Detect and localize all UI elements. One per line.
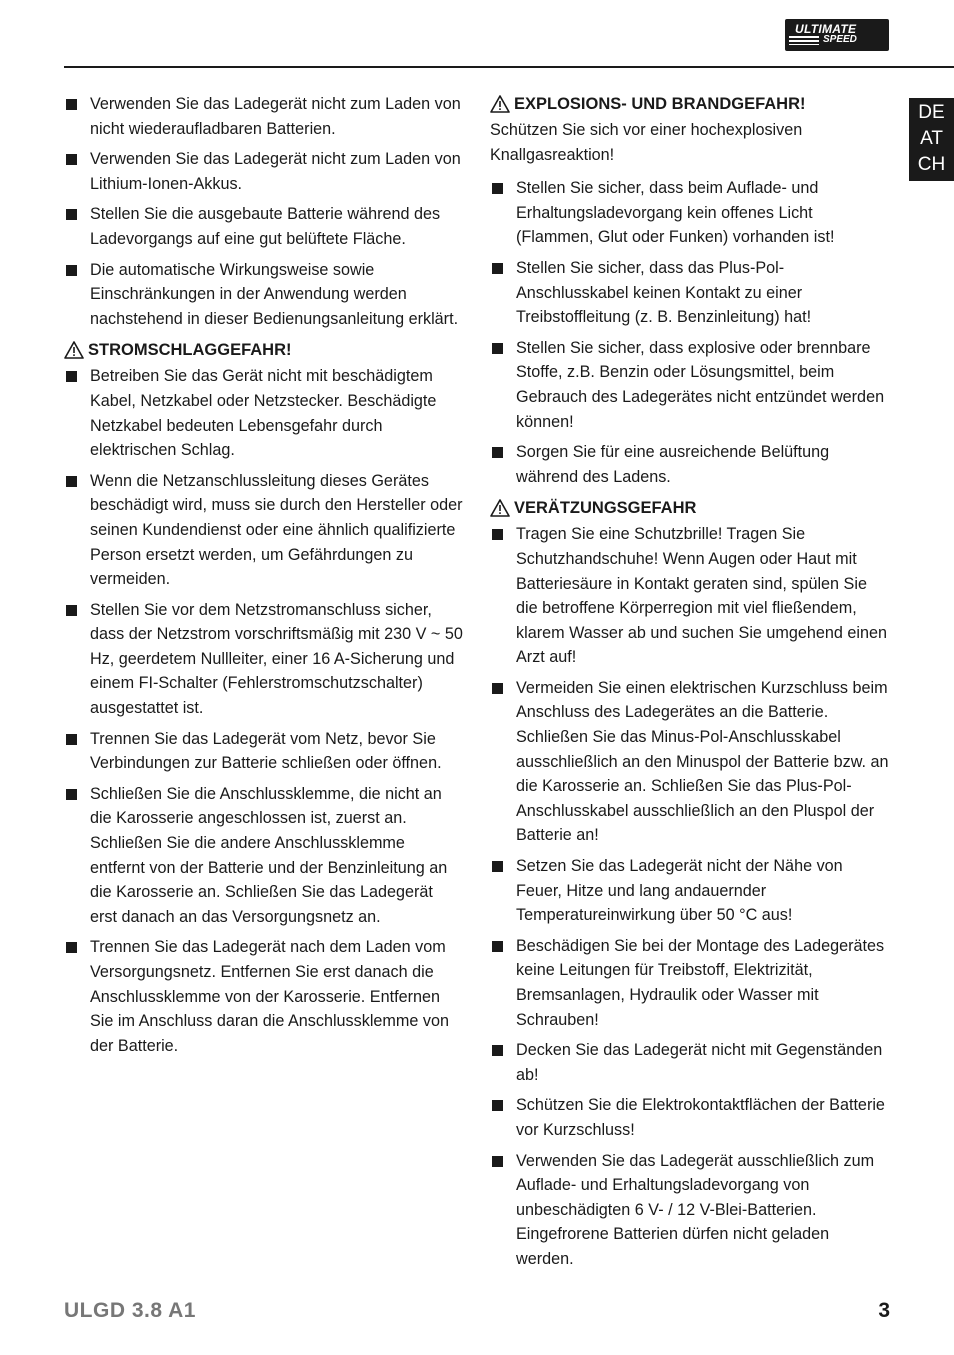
section-heading-explosion: EXPLOSIONS- UND BRANDGEFAHR! — [490, 92, 890, 116]
bullet-square — [66, 476, 77, 487]
bullet-square — [492, 1156, 503, 1167]
list-item: Stellen Sie sicher, dass beim Auflade- und Erhaltungsladevorgang kein offenes Licht (Flammen, Glut oder Funken) vorhanden ist! — [490, 176, 890, 250]
warning-triangle-icon — [490, 499, 510, 517]
bullet-square — [66, 734, 77, 745]
right-column — [490, 92, 890, 1278]
list-item: Beschädigen Sie bei der Montage des Ladegerätes keine Leitungen für Treibstoff, Elektrizität, Bremsanlagen, Hydraulik oder Wasser mit Schrauben! — [490, 934, 890, 1032]
bullet-square — [492, 529, 503, 540]
header-divider — [64, 66, 954, 68]
list-item: Trennen Sie das Ladegerät nach dem Laden vom Versorgungsnetz. Entfernen Sie erst danach die Anschlussklemme von der Karosserie. Entfernen Sie im Anschluss daran die Anschlussklemme von der Batterie. — [64, 935, 464, 1058]
list-item: Vermeiden Sie einen elektrischen Kurzschluss beim Anschluss des Ladegerätes an die Batterie. Schließen Sie das Minus-Pol-Anschlusskabel ausschließlich an den Minuspol der Batterie bzw. an die Karosserie an. Schließen Sie das Plus-Pol-Anschlusskabel ausschließlich an den Pluspol der Batterie an! — [490, 676, 890, 848]
list-item: Stellen Sie sicher, dass explosive oder brennbare Stoffe, z.B. Benzin oder Lösungsmittel, beim Gebrauch des Ladegerätes nicht entzündet werden können! — [490, 336, 890, 434]
list-item: Decken Sie das Ladegerät nicht mit Gegenständen ab! — [490, 1038, 890, 1087]
bullet-square — [66, 789, 77, 800]
section-heading-electric-shock: STROMSCHLAGGEFAHR! — [64, 338, 464, 362]
list-item: Die automatische Wirkungsweise sowie Einschränkungen in der Anwendung werden nachstehend in dieser Bedienungsanleitung erklärt. — [64, 258, 464, 332]
list-item: Tragen Sie eine Schutzbrille! Tragen Sie Schutzhandschuhe! Wenn Augen oder Haut mit Batteriesäure in Kontakt geraten sind, spülen Sie die betroffene Körperregion mit viel fließendem, klarem Wasser ab und suchen Sie umgehend einen Arzt auf! — [490, 522, 890, 670]
bullet-square — [492, 263, 503, 274]
logo-text-ultimate: ULTIMATE — [795, 22, 857, 36]
bullet-square — [66, 154, 77, 165]
warning-triangle-icon — [64, 341, 84, 359]
list-item: Betreiben Sie das Gerät nicht mit beschädigtem Kabel, Netzkabel oder Netzstecker. Beschädigte Netzkabel bedeuten Lebensgefahr durch elektrischen Schlag. — [64, 364, 464, 462]
left-column — [64, 92, 464, 1064]
list-item: Stellen Sie sicher, dass das Plus-Pol-Anschlusskabel keinen Kontakt zu einer Treibstoffleitung (z. B. Benzinleitung) hat! — [490, 256, 890, 330]
bullet-square — [492, 183, 503, 194]
section-heading-corrosion: VERÄTZUNGSGEFAHR — [490, 496, 890, 520]
list-item: Trennen Sie das Ladegerät vom Netz, bevor Sie Verbindungen zur Batterie schließen oder öffnen. — [64, 727, 464, 776]
bullet-square — [66, 605, 77, 616]
warning-triangle-icon — [490, 95, 510, 113]
logo-text-speed: SPEED — [823, 34, 857, 45]
bullet-square — [66, 209, 77, 220]
bullet-square — [492, 683, 503, 694]
bullet-square — [492, 343, 503, 354]
brand-logo — [785, 19, 889, 51]
list-item: Stellen Sie die ausgebaute Batterie während des Ladevorgangs auf eine gut belüftete Fläche. — [64, 202, 464, 251]
language-de: DE — [918, 102, 945, 123]
bullet-square — [492, 1100, 503, 1111]
bullet-square — [66, 942, 77, 953]
logo-speed-stripes — [789, 36, 819, 45]
list-item: Stellen Sie vor dem Netzstromanschluss sicher, dass der Netzstrom vorschriftsmäßig mit 230 V ~ 50 Hz, geerdetem Nullleiter, einer 16 A-Sicherung und einem FI-Schalter (Fehlerstromschutzschalter) ausgestattet ist. — [64, 598, 464, 721]
language-tab — [909, 98, 954, 181]
language-at: AT — [920, 128, 943, 149]
bullet-square — [492, 861, 503, 872]
list-item: Verwenden Sie das Ladegerät nicht zum Laden von nicht wiederaufladbaren Batterien. — [64, 92, 464, 141]
bullet-square — [66, 265, 77, 276]
footer-model-number: ULGD 3.8 A1 — [64, 1299, 196, 1322]
list-item: Schützen Sie die Elektrokontaktflächen der Batterie vor Kurzschluss! — [490, 1093, 890, 1142]
language-ch: CH — [917, 154, 946, 175]
list-item: Setzen Sie das Ladegerät nicht der Nähe von Feuer, Hitze und lang andauernder Temperatureinwirkung über 50 °C aus! — [490, 854, 890, 928]
bullet-square — [492, 941, 503, 952]
bullet-square — [66, 371, 77, 382]
list-item: Verwenden Sie das Ladegerät ausschließlich zum Auflade- und Erhaltungsladevorgang von unbeschädigten 6 V- / 12 V-Blei-Batterien. Eingefrorene Batterien dürfen nicht geladen werden. — [490, 1149, 890, 1272]
list-item: Verwenden Sie das Ladegerät nicht zum Laden von Lithium-Ionen-Akkus. — [64, 147, 464, 196]
explosion-intro: Schützen Sie sich vor einer hochexplosiven Knallgasreaktion! — [490, 121, 803, 164]
list-item: Wenn die Netzanschlussleitung dieses Gerätes beschädigt wird, muss sie durch den Hersteller oder seinen Kundendienst oder eine ähnlich qualifizierte Person ersetzt werden, um Gefährdungen zu vermeiden. — [64, 469, 464, 592]
bullet-square — [492, 447, 503, 458]
bullet-square — [66, 99, 77, 110]
bullet-square — [492, 1045, 503, 1056]
page-number: 3 — [878, 1299, 890, 1322]
list-item: Sorgen Sie für eine ausreichende Belüftung während des Ladens. — [490, 440, 890, 489]
list-item: Schließen Sie die Anschlussklemme, die nicht an die Karosserie angeschlossen ist, zuerst an. Schließen Sie die andere Anschlussklemme entfernt von der Batterie und der Benzinleitung an die Karosserie an. Schließen Sie das Ladegerät erst danach an das Versorgungsnetz an. — [64, 782, 464, 930]
